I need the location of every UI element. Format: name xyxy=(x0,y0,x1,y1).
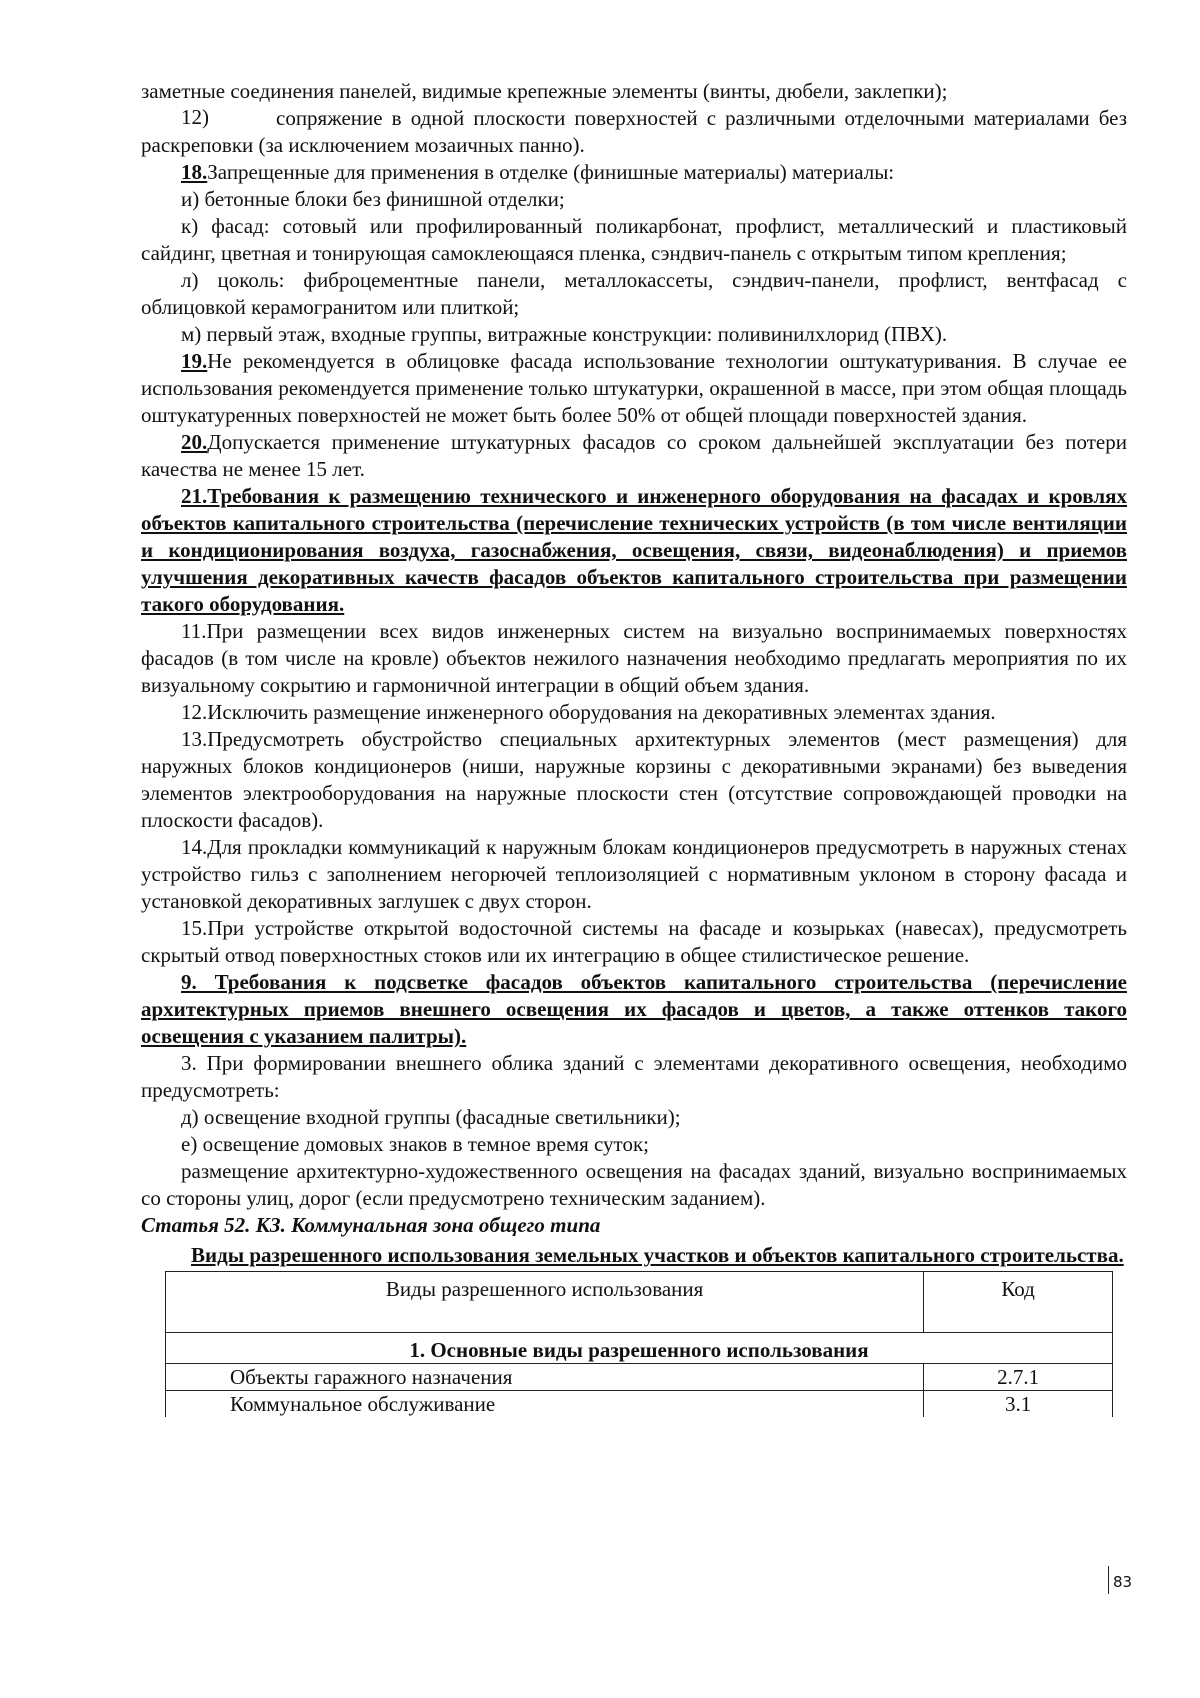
list-item-e: е) освещение домовых знаков в темное время суток; xyxy=(181,1132,649,1156)
section-number: 20. xyxy=(181,430,208,454)
section-number: 18. xyxy=(181,160,208,184)
paragraph: заметные соединения панелей, видимые крепежные элементы (винты, дюбели, заклепки); xyxy=(141,79,948,103)
article-heading: Статья 52. КЗ. Коммунальная зона общего типа xyxy=(141,1213,601,1237)
paragraph-lighting: размещение архитектурно-художественного освещения на фасадах зданий, визуально воспринимаемых со стороны улиц, дорог (если предусмотрено техническим заданием). xyxy=(141,1159,1127,1210)
list-item-i: и) бетонные блоки без финишной отделки; xyxy=(181,187,565,211)
list-item-k: к) фасад: сотовый или профилированный поликарбонат, профлист, металлический и пластиковый сайдинг, цветная и тонирующая самоклеющаяся пленка, сэндвич-панель с открытым типом крепления; xyxy=(141,214,1127,265)
section-text: Запрещенные для применения в отделке (финишные материалы) материалы: xyxy=(207,160,895,184)
paragraph: сопряжение в одной плоскости поверхностей с различными отделочными материалами без раскреповки (за исключением мозаичных панно). xyxy=(141,106,1127,157)
list-item-d: д) освещение входной группы (фасадные светильники); xyxy=(181,1105,681,1129)
table-cell-code: 3.1 xyxy=(924,1391,1113,1418)
paragraph-14: 14.Для прокладки коммуникаций к наружным блокам кондиционеров предусмотреть в наружных стенах устройство гильз с заполнением негорючей теплоизоляцией с нормативным уклоном в сторону фасада и установкой декоративных заглушек с двух сторон. xyxy=(141,835,1127,913)
section-20 xyxy=(141,429,1127,483)
paragraph-15: 15.При устройстве открытой водосточной системы на фасаде и козырьках (навесах), предусмотреть скрытый отвод поверхностных стоков или их интеграцию в общее стилистическое решение. xyxy=(141,916,1127,967)
paragraph-12: 12.Исключить размещение инженерного оборудования на декоративных элементах здания. xyxy=(181,700,996,724)
list-item-l: л) цоколь: фиброцементные панели, металлокассеты, сэндвич-панели, профлист, вентфасад с облицовкой керамогранитом или плиткой; xyxy=(141,268,1127,319)
section-9-heading: 9. Требования к подсветке фасадов объектов капитального строительства (перечисление архитектурных приемов внешнего освещения их фасадов и цветов, а также оттенков такого освещения с указанием палитры). xyxy=(141,970,1127,1048)
table-caption: Виды разрешенного использования земельных участков и объектов капитального строительства. xyxy=(191,1243,1124,1267)
section-18 xyxy=(141,159,1127,186)
table-cell-name: Коммунальное обслуживание xyxy=(166,1391,924,1418)
page-number: 83 xyxy=(1113,1573,1133,1591)
paragraph-3: 3. При формировании внешнего облика зданий с элементами декоративного освещения, необходимо предусмотреть: xyxy=(141,1051,1127,1102)
table-cell-name: Объекты гаражного назначения xyxy=(166,1364,924,1391)
header-cell-code: Код xyxy=(924,1272,1113,1333)
page-number-rule xyxy=(1108,1566,1109,1594)
list-number: 12) xyxy=(181,105,209,129)
table-cell-code: 2.7.1 xyxy=(924,1364,1113,1391)
paragraph-13: 13.Предусмотреть обустройство специальных архитектурных элементов (мест размещения) для наружных блоков кондиционеров (ниши, наружные корзины с декоративными экранами) без выведения элементов электрооборудования на наружные плоскости стен (отсутствие сопровождающей проводки на плоскости фасадов). xyxy=(141,727,1127,832)
table-header-row xyxy=(166,1272,1113,1333)
header-cell-types: Виды разрешенного использования xyxy=(166,1272,924,1333)
section-19 xyxy=(141,348,1127,429)
section-cell: 1. Основные виды разрешенного использования xyxy=(166,1333,1113,1364)
section-text: Допускается применение штукатурных фасадов со сроком дальнейшей эксплуатации без потери качества не менее 15 лет. xyxy=(141,430,1127,481)
list-item-m: м) первый этаж, входные группы, витражные конструкции: поливинилхлорид (ПВХ). xyxy=(181,322,948,346)
section-number: 19. xyxy=(181,349,208,373)
section-text: Не рекомендуется в облицовке фасада использование технологии оштукатуривания. В случае ее использования рекомендуется применение только штукатурки, окрашенной в массе, при этом общая площадь оштукатуренных поверхностей не может быть более 50% от общей площади поверхностей здания. xyxy=(141,349,1127,427)
paragraph-11: 11.При размещении всех видов инженерных систем на визуально воспринимаемых поверхностях фасадов (в том числе на кровле) объектов нежилого назначения необходимо предлагать мероприятия по их визуальному сокрытию и гармоничной интеграции в общий объем здания. xyxy=(141,619,1127,697)
document-page xyxy=(141,78,1127,1416)
table-row xyxy=(166,1364,1113,1391)
land-use-table xyxy=(165,1271,1113,1417)
table-row xyxy=(166,1391,1113,1418)
section-21-heading: 21.Требования к размещению технического и инженерного оборудования на фасадах и кровлях объектов капитального строительства (перечисление технических устройств (в том числе вентиляции и кондиционирования воздуха, газоснабжения, освещения, связи, видеонаблюдения) и приемов улучшения декоративных качеств фасадов объектов капитального строительства при размещении такого оборудования. xyxy=(141,484,1127,616)
table-section-row xyxy=(166,1333,1113,1364)
